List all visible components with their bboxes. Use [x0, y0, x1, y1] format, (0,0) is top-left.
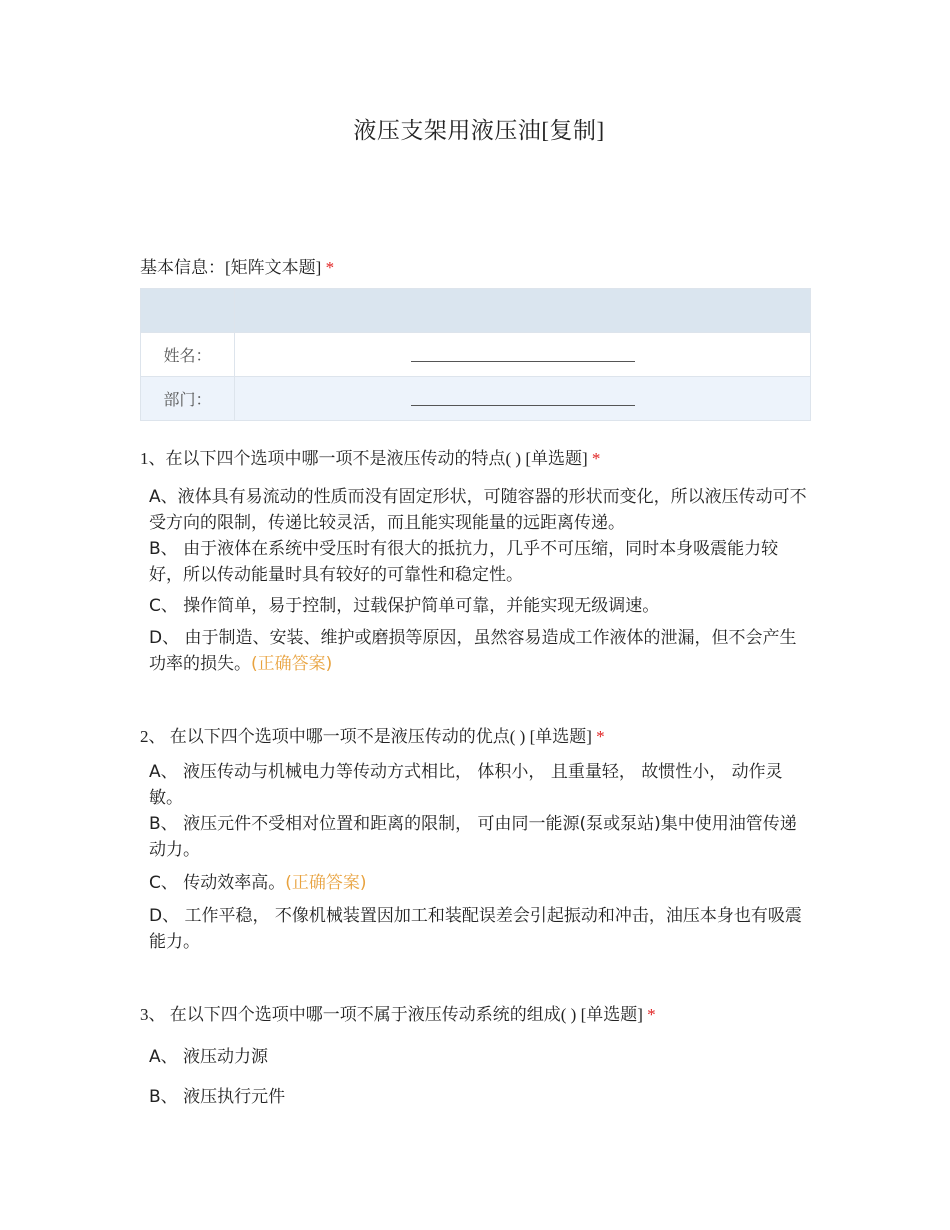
question-1-option-d[interactable]: [149, 625, 809, 677]
basic-info-title: [140, 253, 334, 278]
option-text: B、 液压元件不受相对位置和距离的限制， 可由同一能源(泵或泵站)集中使用油管传递动力。: [149, 814, 797, 860]
question-1-label: 1、在以下四个选项中哪一项不是液压传动的特点( ) [单选题]: [140, 449, 588, 468]
question-1-option-a[interactable]: [149, 484, 809, 536]
option-text: B、 由于液体在系统中受压时有很大的抵抗力，几乎不可压缩，同时本身吸震能力较好，所以传动能量时具有较好的可靠性和稳定性。: [149, 539, 779, 585]
question-2-option-a[interactable]: [149, 759, 809, 811]
option-text: A、 液压动力源: [149, 1047, 269, 1067]
correct-answer-label: (正确答案): [251, 654, 333, 674]
required-mark: *: [591, 449, 601, 468]
option-text: C、 操作简单，易于控制，过载保护简单可靠，并能实现无级调速。: [149, 596, 660, 616]
department-blank-line[interactable]: [411, 391, 635, 406]
table-header-cell: [141, 289, 235, 333]
question-3-label: 3、 在以下四个选项中哪一项不属于液压传动系统的组成( ) [单选题]: [140, 1005, 643, 1024]
table-header-row: [141, 289, 811, 333]
question-1-option-c[interactable]: [149, 593, 809, 619]
department-field[interactable]: [235, 377, 811, 421]
option-text: A、液体具有易流动的性质而没有固定形状，可随容器的形状而变化，所以液压传动可不受方向的限制，传递比较灵活，而且能实现能量的远距离传递。: [149, 487, 807, 533]
table-row: [141, 333, 811, 377]
table-header-cell: [235, 289, 811, 333]
question-3-option-a[interactable]: [149, 1044, 809, 1070]
option-text: C、 传动效率高。: [149, 873, 286, 893]
name-blank-line[interactable]: [411, 347, 635, 362]
question-2-option-d[interactable]: [149, 903, 809, 955]
correct-answer-label: (正确答案): [285, 873, 367, 893]
row-label-department: 部门：: [141, 377, 235, 421]
required-mark: *: [596, 727, 605, 746]
page-title: 液压支架用液压油[复制]: [353, 118, 605, 143]
question-3-title: [140, 1000, 656, 1025]
question-2-label: 2、 在以下四个选项中哪一项不是液压传动的优点( ) [单选题]: [140, 727, 592, 746]
option-text: D、 工作平稳， 不像机械装置因加工和装配误差会引起振动和冲击，油压本身也有吸震能力。: [149, 906, 802, 952]
question-3-option-b[interactable]: [149, 1084, 809, 1110]
basic-info-label: 基本信息：[矩阵文本题]: [140, 258, 322, 277]
question-1-option-b[interactable]: [149, 536, 809, 588]
question-2-option-c[interactable]: [149, 870, 809, 896]
option-text: A、 液压传动与机械电力等传动方式相比， 体积小， 且重量轻， 故惯性小， 动作灵敏。: [149, 762, 783, 808]
required-mark: *: [647, 1005, 656, 1024]
table-row: [141, 377, 811, 421]
option-text: D、 由于制造、安装、维护或磨损等原因，虽然容易造成工作液体的泄漏，但不会产生功率的损失。: [149, 628, 797, 674]
option-text: B、 液压执行元件: [149, 1087, 286, 1107]
question-2-title: [140, 722, 605, 747]
question-2-option-b[interactable]: [149, 811, 809, 863]
required-mark: *: [325, 258, 335, 277]
row-label-name: 姓名：: [141, 333, 235, 377]
basic-info-table: [140, 288, 811, 421]
name-field[interactable]: [235, 333, 811, 377]
question-1-title: [140, 444, 600, 469]
